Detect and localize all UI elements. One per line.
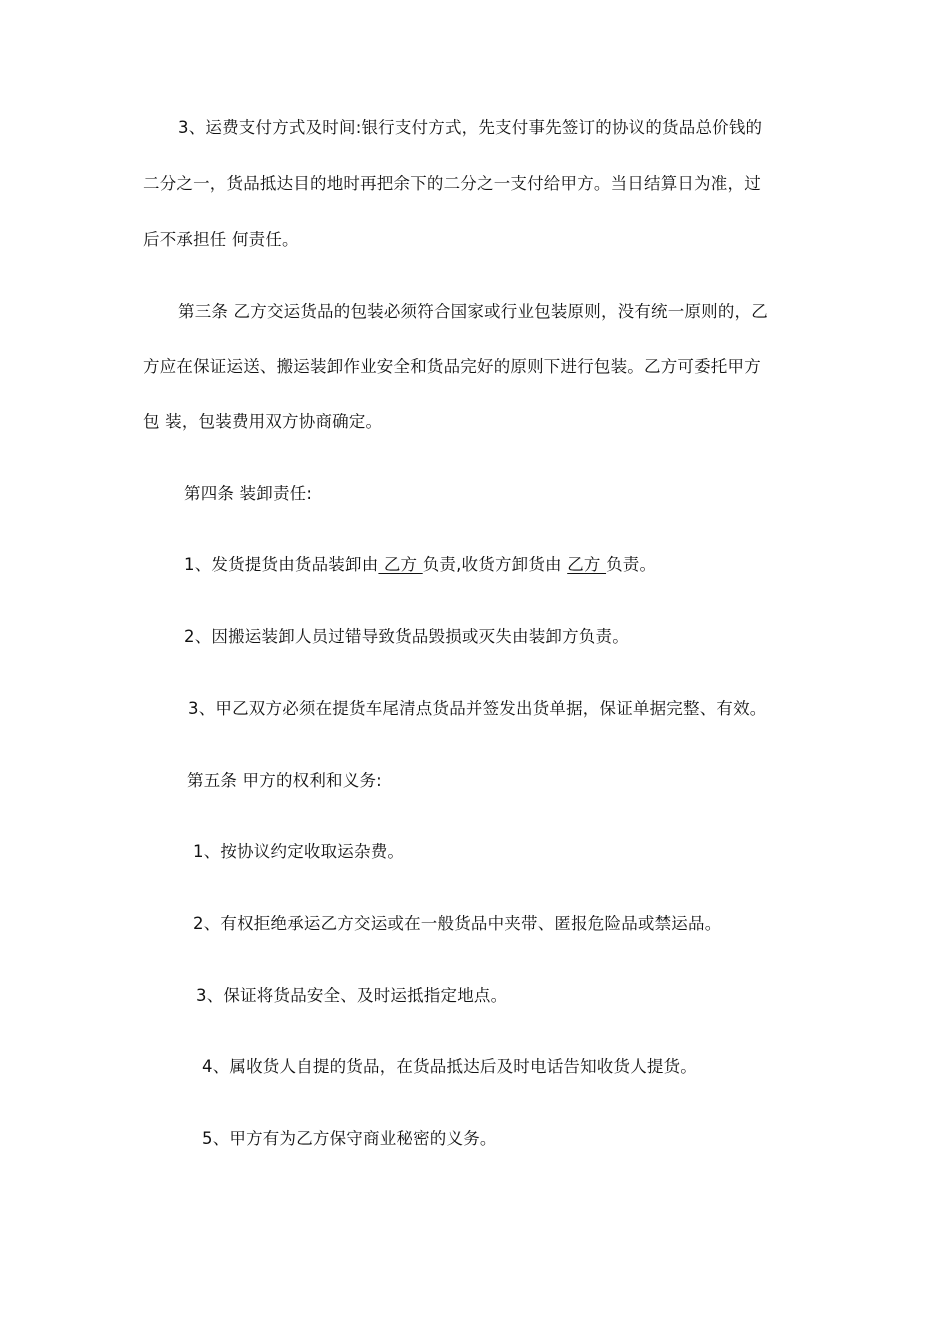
clause-4-item-1-text-b: 负责,收货方卸货由	[422, 555, 568, 574]
loading-party: 乙方	[378, 555, 423, 574]
clause-4-item-1-text-a: 1、发货提货由货品装卸由	[184, 555, 379, 574]
clause-2-item-3-line-3: 后不承担任 何责任。	[143, 230, 299, 249]
clause-4-item-2: 2、因搬运装卸人员过错导致货品毁损或灭失由装卸方负责。	[184, 627, 629, 646]
clause-3-line-3: 包 装，包装费用双方协商确定。	[143, 412, 383, 431]
clause-5-heading: 第五条 甲方的权利和义务:	[187, 771, 382, 790]
clause-5-item-2: 2、有权拒绝承运乙方交运或在一般货品中夹带、匿报危险品或禁运品。	[193, 914, 722, 933]
clause-2-item-3-line-1: 3、运费支付方式及时间:银行支付方式，先支付事先签订的协议的货品总价钱的	[178, 118, 763, 137]
clause-4-item-3: 3、甲乙双方必须在提货车尾清点货品并签发出货单据，保证单据完整、有效。	[188, 699, 767, 718]
clause-4-heading: 第四条 装卸责任:	[184, 484, 313, 503]
unloading-party: 乙方	[567, 555, 607, 574]
clause-3-line-2: 方应在保证运送、搬运装卸作业安全和货品完好的原则下进行包装。乙方可委托甲方	[143, 357, 761, 376]
clause-5-item-5: 5、甲方有为乙方保守商业秘密的义务。	[202, 1129, 497, 1148]
clause-5-item-1: 1、按协议约定收取运杂费。	[193, 842, 405, 861]
clause-4-item-1-text-c: 负责。	[606, 555, 657, 574]
clause-5-item-3: 3、保证将货品安全、及时运抵指定地点。	[196, 986, 508, 1005]
clause-4-item-1	[184, 555, 656, 575]
clause-2-item-3-line-2: 二分之一，货品抵达目的地时再把余下的二分之一支付给甲方。当日结算日为准，过	[143, 174, 761, 193]
clause-5-item-4: 4、属收货人自提的货品，在货品抵达后及时电话告知收货人提货。	[202, 1057, 697, 1076]
clause-3-line-1: 第三条 乙方交运货品的包装必须符合国家或行业包装原则，没有统一原则的，乙	[178, 302, 768, 321]
